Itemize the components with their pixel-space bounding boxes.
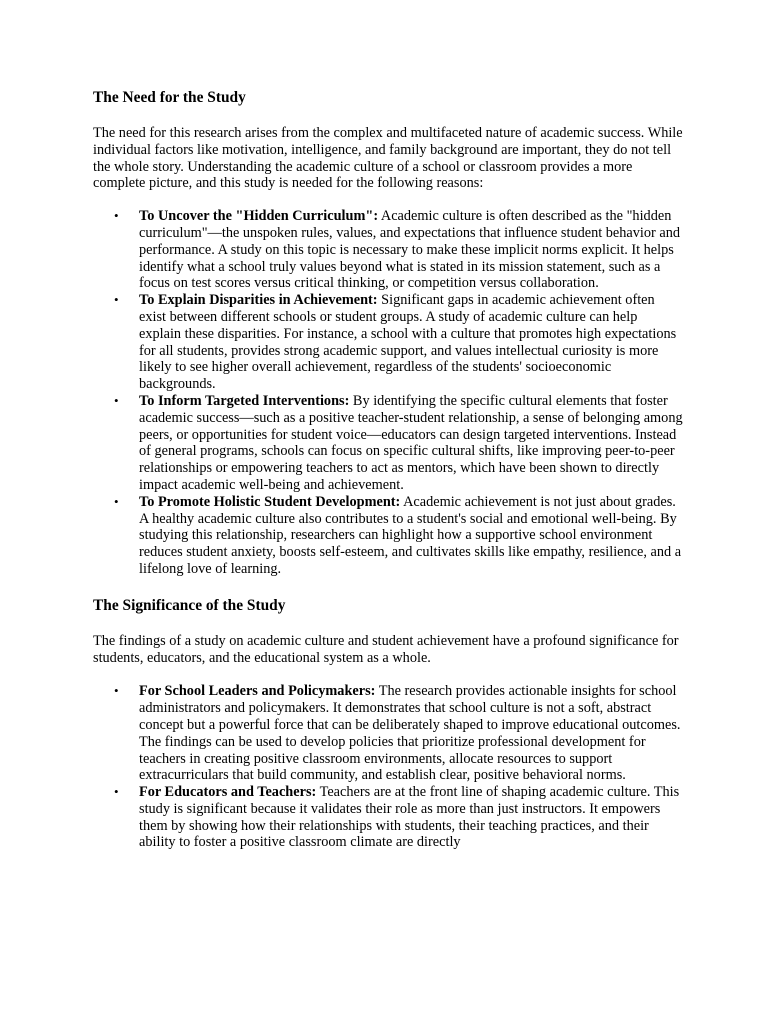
item-text: Significant gaps in academic achievement often exist between different schools or student groups. A study of academic culture can help explain these disparities. For instance, a school with a culture that promotes high expectations for all students, provides strong academic support, and values intellectual curiosity is more likely to see higher overall achievement, regardless of the students' socioeconomic backgrounds. (139, 292, 677, 393)
section-intro-need: The need for this research arises from the complex and multifaceted nature of academic success. While individual factors like motivation, intelligence, and family background are important, they do not tell the whole story. Understanding the academic culture of a school or classroom provides a more complete picture, and this study is needed for the following reasons: (93, 125, 683, 192)
bullet-icon: • (114, 784, 119, 800)
reasons-list (93, 208, 683, 578)
item-text: By identifying the specific cultural elements that foster academic success—such as a positive teacher-student relationship, a sense of belonging among peers, or opportunities for student voice—educators can design targeted interventions. Instead of general programs, schools can focus on specific cultural shifts, like improving peer-to-peer relationships or empowering teachers to act as mentors, which have been shown to directly impact academic well-being and achievement. (139, 392, 683, 493)
document-page (93, 88, 683, 851)
item-title: To Inform Targeted Interventions: (139, 392, 350, 409)
item-title: For School Leaders and Policymakers: (139, 683, 376, 700)
item-text: Academic culture is often described as the "hidden curriculum"—the unspoken rules, values, and expectations that influence student behavior and performance. A study on this topic is necessary to make these implicit norms explicit. It helps identify what a school truly values beyond what is stated in its mission statement, such as a focus on test scores versus critical thinking, or competition versus collaboration. (139, 208, 681, 292)
section-heading-significance: The Significance of the Study (93, 596, 286, 614)
bullet-icon: • (114, 493, 119, 509)
item-title: For Educators and Teachers: (139, 784, 317, 801)
item-text: Teachers are at the front line of shaping academic culture. This study is significant because it validates their role as more than just instructors. It empowers them by showing how their relationships with students, their teaching practices, and their ability to foster a positive classroom climate are directly (139, 784, 680, 851)
list-item (93, 494, 683, 578)
bullet-icon: • (114, 392, 119, 408)
section-intro-significance: The findings of a study on academic culture and student achievement have a profound significance for students, educators, and the educational system as a whole. (93, 632, 679, 666)
section-heading-need: The Need for the Study (93, 89, 246, 106)
list-item (93, 208, 683, 292)
list-item (93, 292, 683, 393)
significance-list (93, 683, 683, 851)
item-text: Academic achievement is not just about grades. A healthy academic culture also contributes to a student's social and emotional well-being. By studying this relationship, researchers can highlight how a supportive school environment reduces student anxiety, boosts self-esteem, and cultivates skills like empathy, resilience, and a lifelong love of learning. (139, 493, 682, 577)
bullet-icon: • (114, 208, 119, 224)
bullet-icon: • (114, 683, 119, 699)
list-item (93, 784, 683, 851)
item-text: The research provides actionable insights for school administrators and policymakers. It demonstrates that school culture is not a soft, abstract concept but a powerful force that can be deliberately shaped to improve educational outcomes. The findings can be used to develop policies that prioritize professional development for teachers in creating positive classroom environments, allocate resources to support extracurriculars that build community, and establish clear, positive behavioral norms. (139, 683, 681, 784)
item-title: To Promote Holistic Student Development: (139, 493, 401, 510)
list-item (93, 393, 683, 494)
list-item (93, 683, 683, 784)
bullet-icon: • (114, 292, 119, 308)
item-title: To Explain Disparities in Achievement: (139, 292, 378, 309)
item-title: To Uncover the "Hidden Curriculum": (139, 208, 379, 225)
